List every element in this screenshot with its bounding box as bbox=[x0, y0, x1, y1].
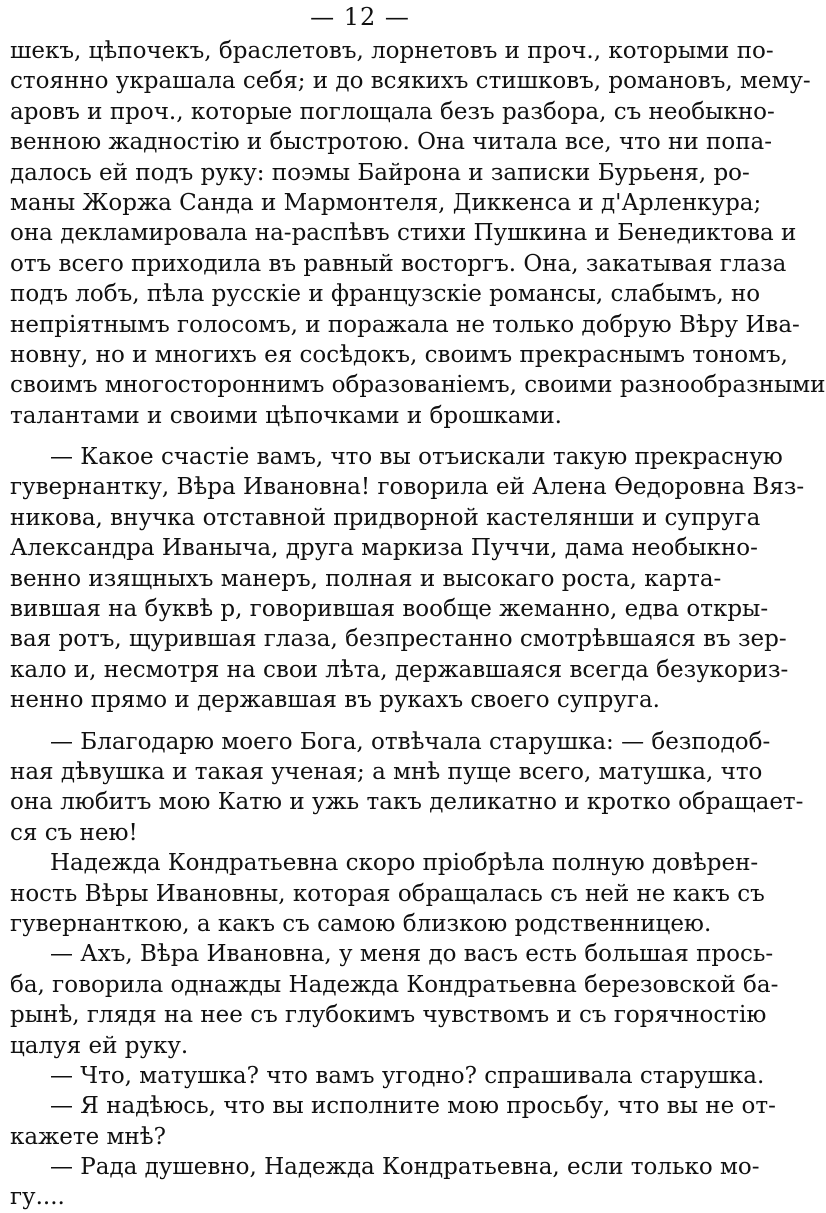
paragraph-gap bbox=[10, 431, 710, 442]
paragraph bbox=[10, 442, 805, 716]
text-line: вая ротъ, щурившая глаза, безпрестанно смотрѣвшаяся въ зер- bbox=[10, 626, 787, 653]
text-line: далось ей подъ руку: поэмы Байрона и записки Бурьеня, ро- bbox=[10, 159, 750, 186]
text-line: талантами и своими цѣпочками и брошками. bbox=[10, 402, 562, 429]
text-line: маны Жоржа Санда и Мармонтеля, Диккенса и д'Арленкура; bbox=[10, 189, 762, 216]
text-line: Александра Иваныча, друга маркиза Пуччи, дама необыкно- bbox=[10, 535, 758, 562]
paragraph bbox=[10, 1061, 765, 1091]
text-line: она декламировала на-распѣвъ стихи Пушкина и Бенедиктова и bbox=[10, 220, 797, 247]
text-line: кажете мнѣ? bbox=[10, 1123, 166, 1150]
text-line: — Ахъ, Вѣра Ивановна, у меня до васъ есть большая прось- bbox=[50, 941, 774, 968]
text-line: аровъ и проч., которые поглощала безъ разбора, съ необыкно- bbox=[10, 98, 775, 125]
text-line: — Что, матушка? что вамъ угодно? спрашивала старушка. bbox=[50, 1062, 765, 1089]
paragraph bbox=[10, 848, 765, 939]
paragraph bbox=[10, 1152, 760, 1213]
text-line: никова, внучка отставной придворной кастелянши и супруга bbox=[10, 504, 761, 531]
paragraph bbox=[10, 1091, 776, 1152]
paragraph-gap bbox=[10, 716, 710, 727]
text-line: ба, говорила однажды Надежда Кондратьевна березовской ба- bbox=[10, 971, 779, 998]
text-line: Надежда Кондратьевна скоро пріобрѣла полную довѣрен- bbox=[50, 850, 759, 877]
text-line: ненно прямо и державшая въ рукахъ своего супруга. bbox=[10, 687, 660, 714]
text-line: вившая на буквѣ р, говорившая вообще жеманно, едва откры- bbox=[10, 596, 769, 623]
text-line: непріятнымъ голосомъ, и поражала не только добрую Вѣру Ива- bbox=[10, 311, 800, 338]
text-line: гувернанткою, а какъ съ самою близкою родственницею. bbox=[10, 910, 712, 937]
text-line: шекъ, цѣпочекъ, браслетовъ, лорнетовъ и проч., которыми по- bbox=[10, 38, 774, 64]
text-line: стоянно украшала себя; и до всякихъ стишковъ, романовъ, мему- bbox=[10, 68, 811, 95]
text-line: — Я надѣюсь, что вы исполните мою просьбу, что вы не от- bbox=[50, 1093, 776, 1120]
text-line: ность Вѣры Ивановны, которая обращалась съ ней не какъ съ bbox=[10, 880, 765, 907]
paragraph bbox=[10, 939, 779, 1061]
text-line: — Благодарю моего Бога, отвѣчала старушка: — безподоб- bbox=[50, 728, 771, 755]
text-line: венно изящныхъ манеръ, полная и высокаго роста, карта- bbox=[10, 565, 722, 592]
text-line: отъ всего приходила въ равный восторгъ. Она, закатывая глаза bbox=[10, 250, 787, 277]
text-line: ная дѣвушка и такая ученая; а мнѣ пуще всего, матушка, что bbox=[10, 758, 763, 785]
text-line: — Какое счастіе вамъ, что вы отъискали такую прекрасную bbox=[50, 444, 783, 471]
paragraph bbox=[10, 36, 826, 431]
text-line: новну, но и многихъ ея сосѣдокъ, своимъ прекраснымъ тономъ, bbox=[10, 341, 788, 368]
text-line: цалуя ей руку. bbox=[10, 1032, 189, 1059]
paragraph bbox=[10, 727, 804, 849]
text-line: венною жадностію и быстротою. Она читала все, что ни попа- bbox=[10, 129, 773, 156]
text-line: — Рада душевно, Надежда Кондратьевна, если только мо- bbox=[50, 1154, 760, 1181]
text-line: своимъ многостороннимъ образованіемъ, своими разнообразными bbox=[10, 372, 826, 399]
text-line: гу.... bbox=[10, 1184, 65, 1211]
text-line: кало и, несмотря на свои лѣта, державшаяся всегда безукориз- bbox=[10, 656, 789, 683]
text-line: подъ лобъ, пѣла русскіе и французскіе романсы, слабымъ, но bbox=[10, 281, 761, 308]
text-line: она любитъ мою Катю и ужь такъ деликатно и кротко обращает- bbox=[10, 789, 804, 816]
page-number: — 12 — bbox=[310, 3, 410, 31]
page-text bbox=[10, 36, 826, 1213]
text-line: ся съ нею! bbox=[10, 819, 138, 846]
text-line: рынѣ, глядя на нее съ глубокимъ чувствомъ и съ горячностію bbox=[10, 1002, 767, 1029]
text-line: гувернантку, Вѣра Ивановна! говорила ей Алена Ѳедоровна Вяз- bbox=[10, 474, 805, 501]
